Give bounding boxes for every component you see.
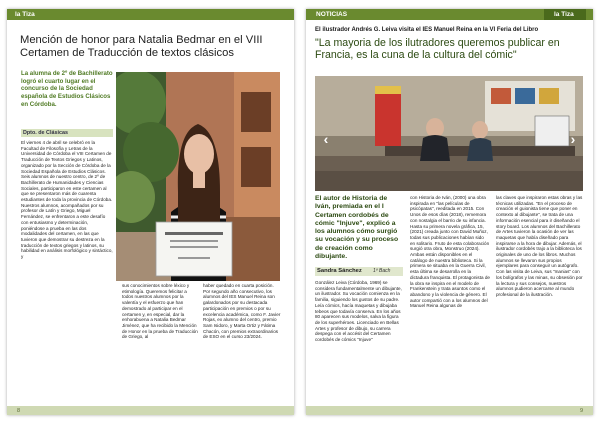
byline-author: Sandra Sánchez bbox=[317, 268, 362, 274]
left-page bbox=[7, 9, 294, 415]
right-article-lead: El autor de Historia de Iván, premiada en el I Certamen cordobés de cómic "Injuve", explicó a los alumnos cómo surgió su vocación y su proceso de creación como dibujante. bbox=[315, 195, 399, 261]
event-photo-carousel[interactable] bbox=[315, 76, 583, 191]
byline-class: 1º Bach bbox=[373, 268, 391, 274]
department-tag bbox=[21, 129, 113, 137]
right-footer-bar bbox=[306, 406, 593, 415]
byline-bar bbox=[315, 267, 403, 276]
right-page-number: 9 bbox=[579, 408, 583, 414]
left-section-label: la Tiza bbox=[15, 11, 35, 18]
left-col-1: El viernes 4 de abril se celebró en la Facultad de Filosofía y Letras de la Universidad de Córdoba el VIII Certamen de Traducción de Textos Griegos y Latinos, organizado por la Sección de Córdoba de la Sociedad Española de Estudios Clásicos. Seis alumnos de nuestro centro, de 2º de Bachillerato de Humanidades y Ciencias Sociales, participaron en este certamen al que se presentaron más de cuarenta estudiantes de toda la provincia de Córdoba. Nuestros alumnos, acompañados por su profesor de Latín y Griego, Miguel Fernández, se enfrentaron a este desafío con entusiasmo y determinación, poniéndose a prueba en las dos modalidades del certamen, en las que tuvieron que demostrar su destreza en la traducción de textos griegos y latinos, su habilidad en análisis morfológico y sintáctico, y bbox=[21, 140, 113, 260]
right-col-1: González Leiva (Córdoba, 1969) se considera fundamentalmente un dibujante, un ilustrador. Su vocación comienza en la familia, siguiendo los gustos de su padre. Leía cómics, hacía maquetas y dibujaba tebeos que todavía conserva. En los años 80 aparecen sus modelos, salva la figura de los superhéroes. Licenciado en Bellas Artes y profesor de dibujo, su carrera despega con el accésit del Certamen cordobés de cómics "Injuve" bbox=[315, 280, 402, 343]
left-article-title: Mención de honor para Natalia Bedmar en el VIII Certamen de Traducción de textos clásicos bbox=[20, 34, 263, 59]
left-footer-bar bbox=[7, 406, 294, 415]
right-brand-label: la Tiza bbox=[554, 11, 574, 18]
left-top-bar bbox=[7, 9, 294, 20]
left-col-2: sus conocimientos sobre léxico y etimología. Queremos felicitar a todos nuestros alumnos por la valentía y el esfuerzo que han demostrado al participar en el certamen y, en especial, dar la enhorabuena a Natalia Bedmar Jiménez, que ha recibido la Mención de Honor en la prueba de Traducción de Griego, al bbox=[122, 283, 198, 340]
chevron-left-icon[interactable]: ‹ bbox=[323, 131, 329, 147]
department-label: Dpto. de Clásicas bbox=[23, 130, 68, 136]
left-page-number: 8 bbox=[17, 408, 21, 414]
chevron-right-icon[interactable]: › bbox=[570, 131, 576, 147]
right-article-title: "La mayoria de los ilutradores queremos publicar en Francia, es la cuna de la cultura del cómic" bbox=[315, 37, 560, 62]
right-col-2: con Historia de Iván, (2000) una obra inspirada en "las películas de psicópatas", reeditada en 2015. Con Unos de esos días (2018), rememora con nostalgia el barrio de su infancia. Hasta su primera novela gráfica, 15, (2021) creada junto con David Muñoz, todas sus publicaciones habían sido en solitario. Fruto de esta colaboración surgió otra obra, Monstruo (2024). Ambas están disponibles en el catálogo de nuestra biblioteca. Si la primera se situaba en la Guerra Civil, esta última se desarrolla en la dictadura franquista. El protagonista de la obra se inspira en el modelo de Frankenstein y trata asuntos como el abandono y la violencia de género. El autor compartió con a los alumnos del Manuel Reina algunas de bbox=[410, 195, 490, 309]
left-col-3: haber quedado en cuarta posición. Por segundo año consecutivo, los alumnos del IES Manuel Reina son galardonados por su destacada participación en premios o por su excelencia académica, como F. Javier Rojas, ex alumno del centro, premio Sam Isidoro, y Marta Ortiz y Fátima Chacón, con premios extraordinarios de ESO en el curso 23/2024. bbox=[203, 283, 281, 340]
natalia-photo bbox=[116, 72, 280, 281]
left-article-lead: La alumna de 2º de Bachillerato logró el cuarto lugar en el concurso de la Sociedad española de Estudios Clásicos en Córdoba. bbox=[21, 70, 113, 108]
right-col-3: las claves que inspiraron estas obras y las técnicas utilizadas. "En el proceso de creación el guionista tiene que poner en contexto al dibujante", se trata de una información esencial para ir diseñando el story board. Los alumnos del Bachillerato de Artes tuvieron la ocasión de ver las maquetas que había diseñado para inspirarse a la hora de dibujar. Además, el ilustrador cordobés trajo a la biblioteca los originales de uno de los libros. Muchos alumnos se llevaron sus propios ejemplares para conseguir un autógrafo. Con las visita de Leiva, sus "manias" con los bolígrafos y las minas, su obsesión por la lectura y sus consejos, nuestros alumnos pudieron acercarse al mundo profesional de la ilustración. bbox=[496, 195, 583, 297]
right-page bbox=[306, 9, 593, 415]
right-kicker: El ilustrador Andrés G. Leiva visita el IES Manuel Reina en la VI Feria del Libro bbox=[315, 27, 539, 33]
right-section-label: NOTICIAS bbox=[316, 11, 348, 18]
